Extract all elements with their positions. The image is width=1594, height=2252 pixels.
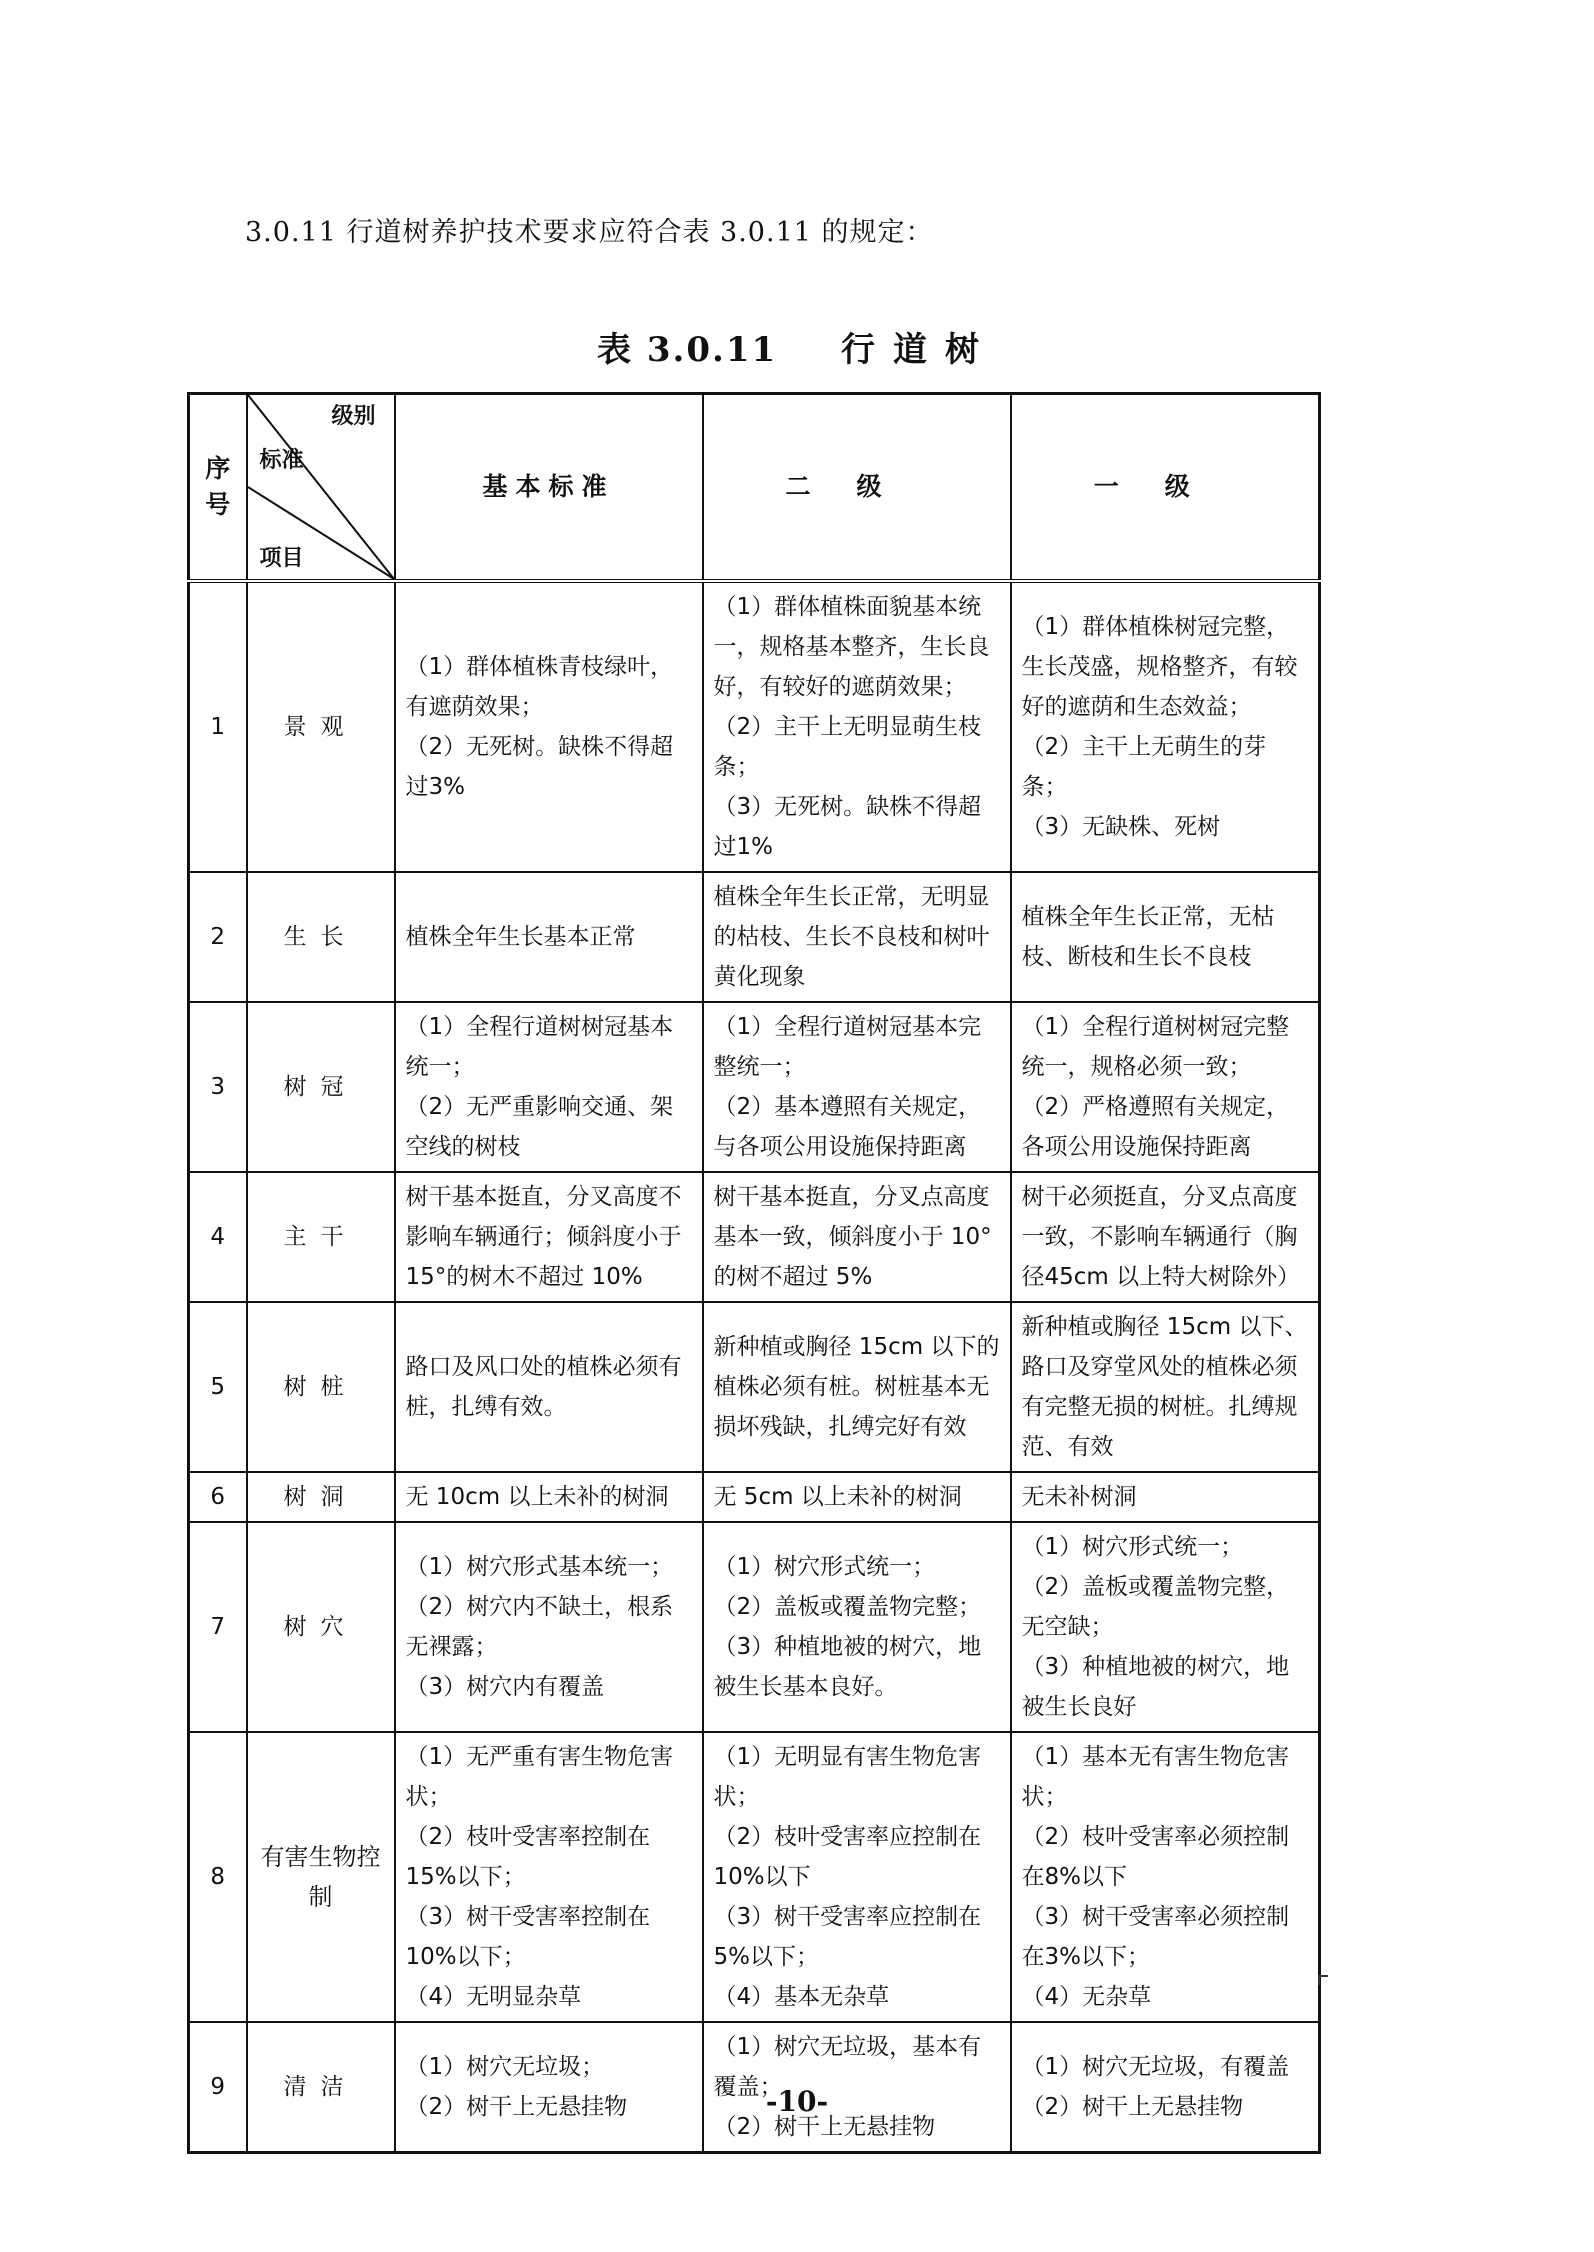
row-level1-cell: [1011, 1172, 1320, 1302]
cell-line: 树干基本挺直，分叉高度不影响车辆通行；倾斜度小于 15°的树木不超过 10%: [405, 1184, 682, 1290]
row-basic-cell: [395, 872, 703, 1002]
row-level1-cell: [1011, 1472, 1320, 1522]
cell-line: 树干必须挺直，分叉点高度一致，不影响车辆通行（胸径45cm 以上特大树除外）: [1021, 1184, 1301, 1290]
row-level1-cell: [1011, 1522, 1320, 1732]
cell-line: （2）树干上无悬挂物: [405, 2094, 628, 2120]
table-row: [189, 872, 1320, 1002]
cell-line: （3）无死树。缺株不得超过1%: [713, 794, 982, 860]
row-level1-cell: [1011, 1002, 1320, 1172]
row-level2-cell: [703, 1732, 1011, 2022]
row-basic-cell: [395, 1472, 703, 1522]
table-row: [189, 1732, 1320, 2022]
row-level2-cell: [703, 581, 1011, 872]
maintenance-standards-table: [187, 392, 1321, 2154]
cell-line: （2）基本遵照有关规定，与各项公用设施保持距离: [713, 1094, 982, 1160]
cell-line: （1）树穴形式统一；: [1021, 1534, 1244, 1560]
row-seq: 6: [189, 1472, 247, 1522]
row-basic-cell: [395, 581, 703, 872]
cell-line: 植株全年生长正常，无明显的枯枝、生长不良枝和树叶黄化现象: [713, 884, 990, 990]
cell-line: 植株全年生长正常，无枯枝、断枝和生长不良枝: [1021, 904, 1275, 970]
cell-line: （1）基本无有害生物危害状；: [1021, 1744, 1290, 1810]
cell-line: （1）全程行道树树冠完整统一，规格必须一致；: [1021, 1014, 1290, 1080]
table-row: [189, 1002, 1320, 1172]
cell-line: （3）种植地被的树穴，地被生长良好: [1021, 1654, 1290, 1720]
header-seq-label: 序号: [205, 454, 231, 519]
row-seq: 5: [189, 1302, 247, 1472]
cell-line: 无 10cm 以上未补的树洞: [405, 1484, 669, 1510]
cell-line: （1）树穴无垃圾，有覆盖（2）树干上无悬挂物: [1021, 2054, 1290, 2120]
table-header-row: [189, 394, 1320, 582]
row-level2-cell: [703, 1002, 1011, 1172]
corner-mark: [1318, 1975, 1328, 1985]
row-basic-cell: [395, 1522, 703, 1732]
cell-line: （3）无缺株、死树: [1021, 814, 1221, 840]
cell-line: （1）全程行道树树冠基本统一；: [405, 1014, 674, 1080]
table-body: [189, 581, 1320, 2153]
table-row: [189, 1522, 1320, 1732]
row-seq: 8: [189, 1732, 247, 2022]
row-level2-cell: [703, 1472, 1011, 1522]
row-item: 有害生物控制: [247, 1732, 395, 2022]
row-level2-cell: [703, 1172, 1011, 1302]
row-basic-cell: [395, 1172, 703, 1302]
table-row: [189, 1172, 1320, 1302]
cell-line: 树干基本挺直，分叉点高度基本一致，倾斜度小于 10°的树不超过 5%: [713, 1184, 992, 1290]
row-level1-cell: [1011, 1302, 1320, 1472]
cell-line: （2）严格遵照有关规定，各项公用设施保持距离: [1021, 1094, 1290, 1160]
cell-line: （1）无明显有害生物危害状；: [713, 1744, 982, 1810]
cell-line: （2）盖板或覆盖物完整，无空缺；: [1021, 1574, 1290, 1640]
header-level-two: 二级: [703, 394, 1011, 582]
row-seq: 9: [189, 2022, 247, 2153]
row-item: 清洁: [247, 2022, 395, 2153]
row-level1-cell: [1011, 581, 1320, 872]
row-seq: 7: [189, 1522, 247, 1732]
cell-line: 无 5cm 以上未补的树洞: [713, 1484, 962, 1510]
intro-paragraph: 3.0.11 行道树养护技术要求应符合表 3.0.11 的规定：: [245, 217, 934, 248]
cell-line: （4）基本无杂草: [713, 1984, 890, 2010]
header-item-label: 项目: [259, 546, 304, 571]
cell-line: （3）树干受害率必须控制在3%以下；: [1021, 1904, 1290, 1970]
cell-line: （1）树穴形式统一；: [713, 1554, 936, 1580]
cell-line: 新种植或胸径 15cm 以下、路口及穿堂风处的植株必须有完整无损的树桩。扎缚规范、有效: [1021, 1314, 1308, 1460]
cell-line: 新种植或胸径 15cm 以下的植株必须有桩。树桩基本无损坏残缺，扎缚完好有效: [713, 1334, 1000, 1440]
cell-line: （4）无明显杂草: [405, 1984, 582, 2010]
row-basic-cell: [395, 1302, 703, 1472]
cell-line: （3）树干受害率应控制在 5%以下；: [713, 1904, 982, 1970]
row-item: 树穴: [247, 1522, 395, 1732]
cell-line: 无未补树洞: [1021, 1484, 1137, 1510]
row-level2-cell: [703, 1302, 1011, 1472]
row-level1-cell: [1011, 872, 1320, 1002]
page-number: -10-: [765, 2085, 829, 2118]
cell-line: （2）枝叶受害率应控制在 10%以下: [713, 1824, 982, 1890]
cell-line: （1）全程行道树冠基本完整统一；: [713, 1014, 982, 1080]
cell-line: （1）无严重有害生物危害状；: [405, 1744, 674, 1810]
row-level1-cell: [1011, 1732, 1320, 2022]
cell-line: （1）群体植株面貌基本统一，规格基本整齐，生长良好，有较好的遮荫效果；（2）主干上无明显萌生枝条；: [713, 594, 990, 780]
cell-line: （2）树干上无悬挂物: [713, 2114, 936, 2140]
header-level-one: 一级: [1011, 394, 1320, 582]
row-basic-cell: [395, 1002, 703, 1172]
cell-line: （1）树穴无垃圾，基本有覆盖；: [713, 2034, 982, 2100]
row-seq: 3: [189, 1002, 247, 1172]
table-caption-name: 行道树: [840, 330, 997, 370]
row-item: 树洞: [247, 1472, 395, 1522]
table-row: [189, 1302, 1320, 1472]
table-row: [189, 581, 1320, 872]
cell-line: 植株全年生长基本正常: [405, 924, 636, 950]
header-standard-label: 标准: [259, 448, 304, 473]
header-seq: [189, 394, 247, 582]
table-caption: [0, 322, 1594, 371]
cell-line: （2）主干上无萌生的芽条；: [1021, 734, 1267, 800]
table-row: [189, 1472, 1320, 1522]
cell-line: （3）树穴内有覆盖: [405, 1674, 605, 1700]
header-level-label: 级别: [331, 404, 376, 429]
cell-line: （2）树穴内不缺土，根系无裸露；: [405, 1594, 674, 1660]
cell-line: （3）种植地被的树穴，地被生长基本良好。: [713, 1634, 982, 1700]
row-seq: 1: [189, 581, 247, 872]
row-basic-cell: [395, 1732, 703, 2022]
row-item: 树桩: [247, 1302, 395, 1472]
cell-line: （4）无杂草: [1021, 1984, 1152, 2010]
row-item: 主干: [247, 1172, 395, 1302]
cell-line: （1）树穴形式基本统一；: [405, 1554, 674, 1580]
header-basic-standard: 基本标准: [395, 394, 703, 582]
cell-line: （1）树穴无垃圾；: [405, 2054, 605, 2080]
header-diagonal-cell: [247, 394, 395, 582]
row-item: 景观: [247, 581, 395, 872]
cell-line: 路口及风口处的植株必须有桩，扎缚有效。: [405, 1354, 682, 1420]
cell-line: （2）枝叶受害率控制在 15%以下；: [405, 1824, 651, 1890]
cell-line: （2）无严重影响交通、架空线的树枝: [405, 1094, 674, 1160]
cell-line: （2）盖板或覆盖物完整；: [713, 1594, 982, 1620]
row-level2-cell: [703, 872, 1011, 1002]
cell-line: （3）树干受害率控制在 10%以下；: [405, 1904, 651, 1970]
row-seq: 4: [189, 1172, 247, 1302]
cell-line: （2）枝叶受害率必须控制在8%以下: [1021, 1824, 1290, 1890]
row-seq: 2: [189, 872, 247, 1002]
cell-line: （1）群体植株树冠完整，生长茂盛，规格整齐，有较好的遮荫和生态效益；: [1021, 614, 1298, 720]
row-item: 生长: [247, 872, 395, 1002]
row-item: 树冠: [247, 1002, 395, 1172]
cell-line: （1）群体植株青枝绿叶，有遮荫效果；: [405, 654, 674, 720]
row-level2-cell: [703, 1522, 1011, 1732]
table-caption-number: 表 3.0.11: [597, 330, 778, 370]
cell-line: （2）无死树。缺株不得超过3%: [405, 734, 674, 800]
